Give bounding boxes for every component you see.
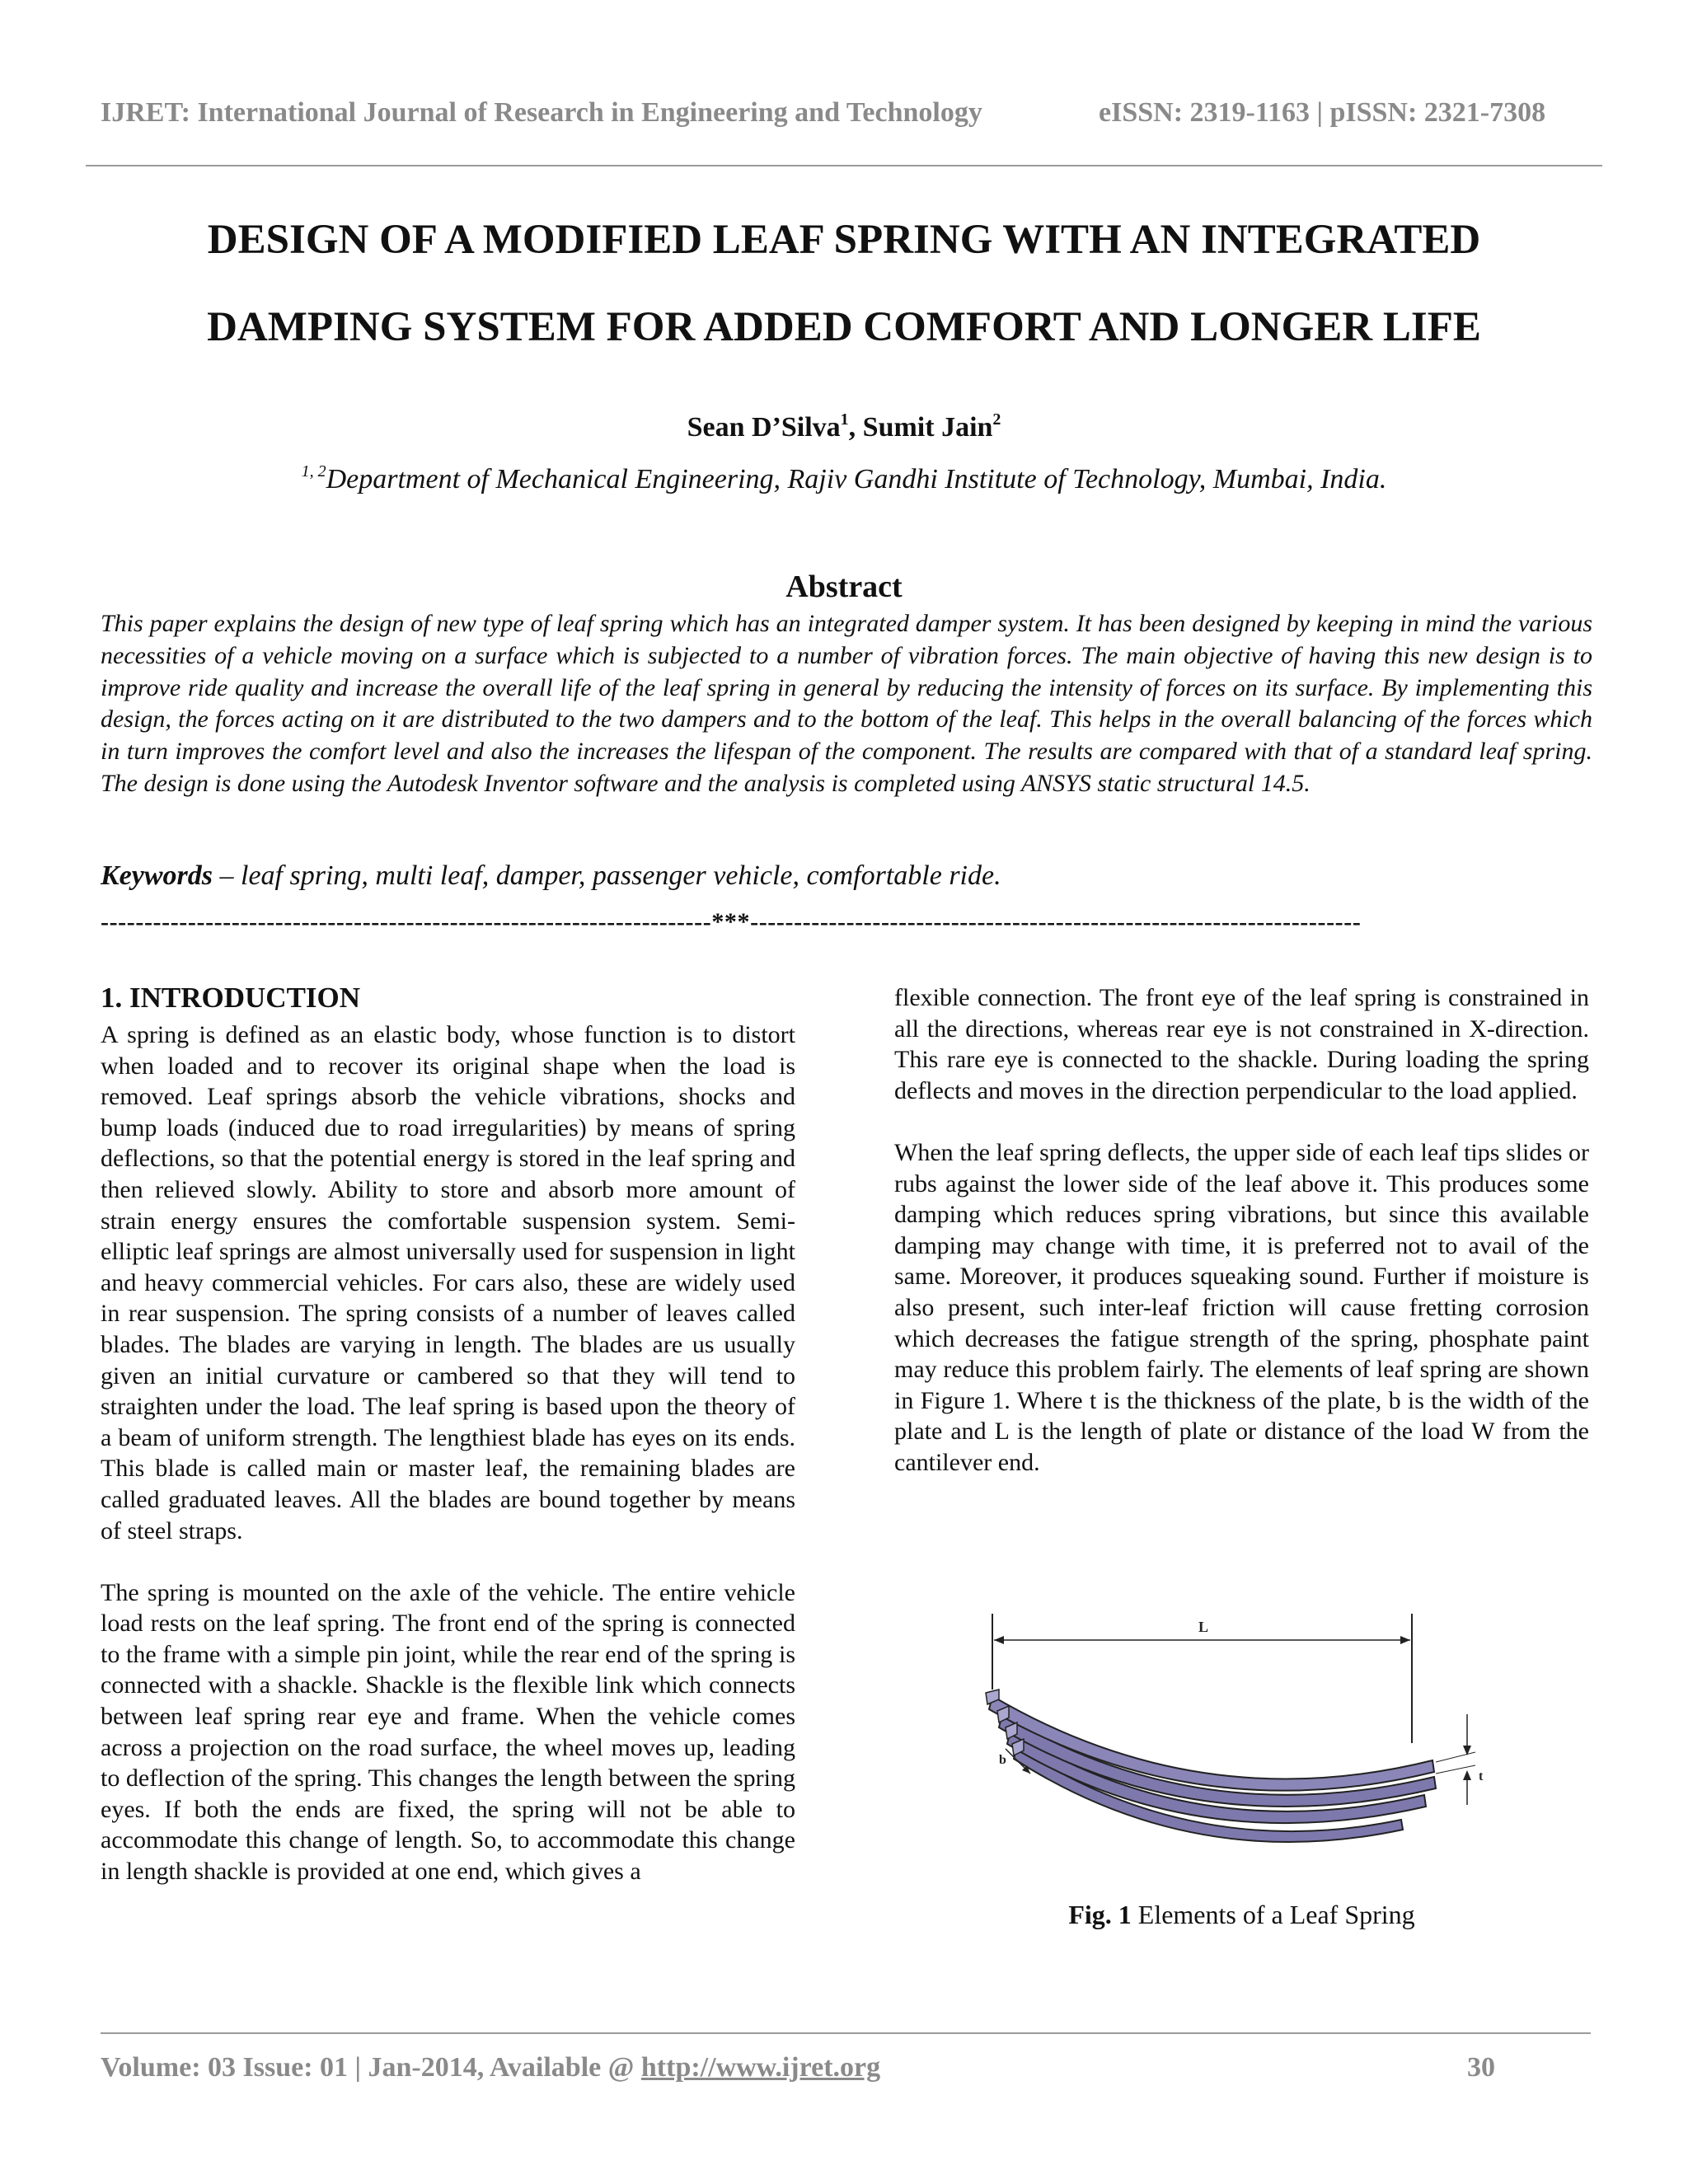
header-rule xyxy=(86,165,1602,166)
dimension-label-L: L xyxy=(1198,1619,1209,1635)
leaf-spring-figure xyxy=(981,1607,1508,1937)
affiliation xyxy=(0,464,1688,495)
intro-paragraph-2: The spring is mounted on the axle of the vehicle. The entire vehicle load rests on the leaf spring. The front end of the spring is connected to the frame with a simple pin joint, while the rear end of the spring is connected with a shackle. Shackle is the flexible link which connects between leaf spring rear eye and frame. When the vehicle comes across a projection on the road surface, the wheel moves up, leading to deflection of the spring. This changes the length between the spring eyes. If both the ends are fixed, the spring will not be able to accommodate this change of length. So, to accommodate this change in length shackle is provided at one end, which gives a xyxy=(101,1578,795,1886)
author-2: Sumit Jain xyxy=(862,412,993,443)
affiliation-mark: 1, 2 xyxy=(301,462,326,480)
footer-rule xyxy=(101,2032,1591,2034)
keywords xyxy=(101,860,1592,892)
title-line-2: DAMPING SYSTEM FOR ADDED COMFORT AND LONGER LIFE xyxy=(207,304,1481,350)
affiliation-text: Department of Mechanical Engineering, Rajiv Gandhi Institute of Technology, Mumbai, India. xyxy=(326,464,1387,494)
thickness-label-t: t xyxy=(1479,1769,1484,1783)
footer-text: Volume: 03 Issue: 01 | Jan-2014, Available @ xyxy=(101,2052,641,2083)
thickness-ref-bottom xyxy=(1436,1765,1475,1774)
section-heading-introduction: 1. INTRODUCTION xyxy=(101,982,361,1014)
journal-name: IJRET: International Journal of Research in Engineering and Technology xyxy=(101,97,982,128)
intro-paragraph-4: When the leaf spring deflects, the upper side of each leaf tips slides or rubs against the lower side of the leaf above it. This produces some damping which reduces spring vibrations, but since this available damping may change with time, it is preferred not to avail of the same. Moreover, it produces squeaking sound. Further if moisture is also present, such inter-leaf friction will cause fretting corrosion which decreases the fatigue strength of the spring, phosphate paint may reduce this problem fairly. The elements of leaf spring are shown in Figure 1. Where t is the thickness of the plate, b is the width of the plate and L is the length of plate or distance of the load W from the cantilever end. xyxy=(894,1138,1589,1476)
abstract-heading: Abstract xyxy=(785,569,903,604)
journal-link[interactable]: http://www.ijret.org xyxy=(640,2052,881,2083)
left-column xyxy=(101,1019,795,1918)
keywords-text: – leaf spring, multi leaf, damper, passenger vehicle, comfortable ride. xyxy=(213,860,1001,891)
author-1: Sean D’Silva xyxy=(687,412,841,443)
section-separator: ----------------------------------------------------------------------***---------------------------------------------------------------------- xyxy=(101,908,1362,935)
intro-paragraph-3: flexible connection. The front eye of the leaf spring is constrained in all the directions, whereas rear eye is not constrained in X-direction. This rare eye is connected to the shackle. During loading the spring deflects and moves in the direction perpendicular to the load applied. xyxy=(894,984,1589,1104)
author-list xyxy=(0,412,1688,443)
author-2-affil-mark: 2 xyxy=(992,410,1001,429)
arrowhead-left xyxy=(994,1636,1004,1644)
author-1-affil-mark: 1 xyxy=(840,410,849,429)
page-number: 30 xyxy=(1467,2052,1495,2083)
author-separator: , xyxy=(848,412,863,443)
figure-number: Fig. 1 xyxy=(1068,1900,1132,1929)
leaf-stack xyxy=(986,1690,1436,1842)
keywords-label: Keywords xyxy=(101,860,213,891)
right-column xyxy=(894,982,1589,1509)
thickness-arrowhead-bottom xyxy=(1463,1770,1471,1780)
leaf-2 xyxy=(999,1714,1436,1807)
width-label-b: b xyxy=(999,1753,1006,1767)
footer-volume-info xyxy=(101,2052,880,2083)
thickness-ref-top xyxy=(1436,1752,1475,1762)
figure-caption xyxy=(894,1900,1589,1930)
title-line-1: DESIGN OF A MODIFIED LEAF SPRING WITH AN INTEGRATED xyxy=(207,217,1481,263)
issn-info: eISSN: 2319-1163 | pISSN: 2321-7308 xyxy=(1099,97,1546,128)
intro-paragraph-1: A spring is defined as an elastic body, whose function is to distort when loaded and to recover its original shape when the load is removed. Leaf springs absorb the vehicle vibrations, shocks and bump loads (induced due to road irregularities) by means of spring deflections, so that the potential energy is stored in the leaf spring and then relieved slowly. Ability to store and absorb more amount of strain energy ensures the comfortable suspension system. Semi-elliptic leaf springs are almost universally used for suspension in light and heavy commercial vehicles. For cars also, these are widely used in rear suspension. The spring consists of a number of leaves called blades. The blades are varying in length. The blades are us usually given an initial curvature or cambered so that they will tend to straighten under the load. The leaf spring is based upon the theory of a beam of uniform strength. The lengthiest blade has eyes on its ends. This blade is called main or master leaf, the remaining blades are called graduated leaves. All the blades are bound together by means of steel straps. xyxy=(101,1021,795,1544)
paper-title xyxy=(82,196,1606,371)
abstract-text: This paper explains the design of new type of leaf spring which has an integrated damper system. It has been designed by keeping in mind the various necessities of a vehicle moving on a surface which is subjected to a number of vibration forces. The main objective of having this new design is to improve ride quality and increase the overall life of the leaf spring in general by reducing the intensity of forces on its surface. By implementing this design, the forces acting on it are distributed to the two dampers and to the bottom of the leaf. This helps in the overall balancing of the forces which in turn improves the comfort level and also the increases the lifespan of the component. The results are compared with that of a standard leaf spring. The design is done using the Autodesk Inventor software and the analysis is completed using ANSYS static structural 14.5. xyxy=(101,610,1592,797)
figure-caption-text: Elements of a Leaf Spring xyxy=(1131,1900,1415,1929)
arrowhead-right xyxy=(1400,1636,1410,1644)
